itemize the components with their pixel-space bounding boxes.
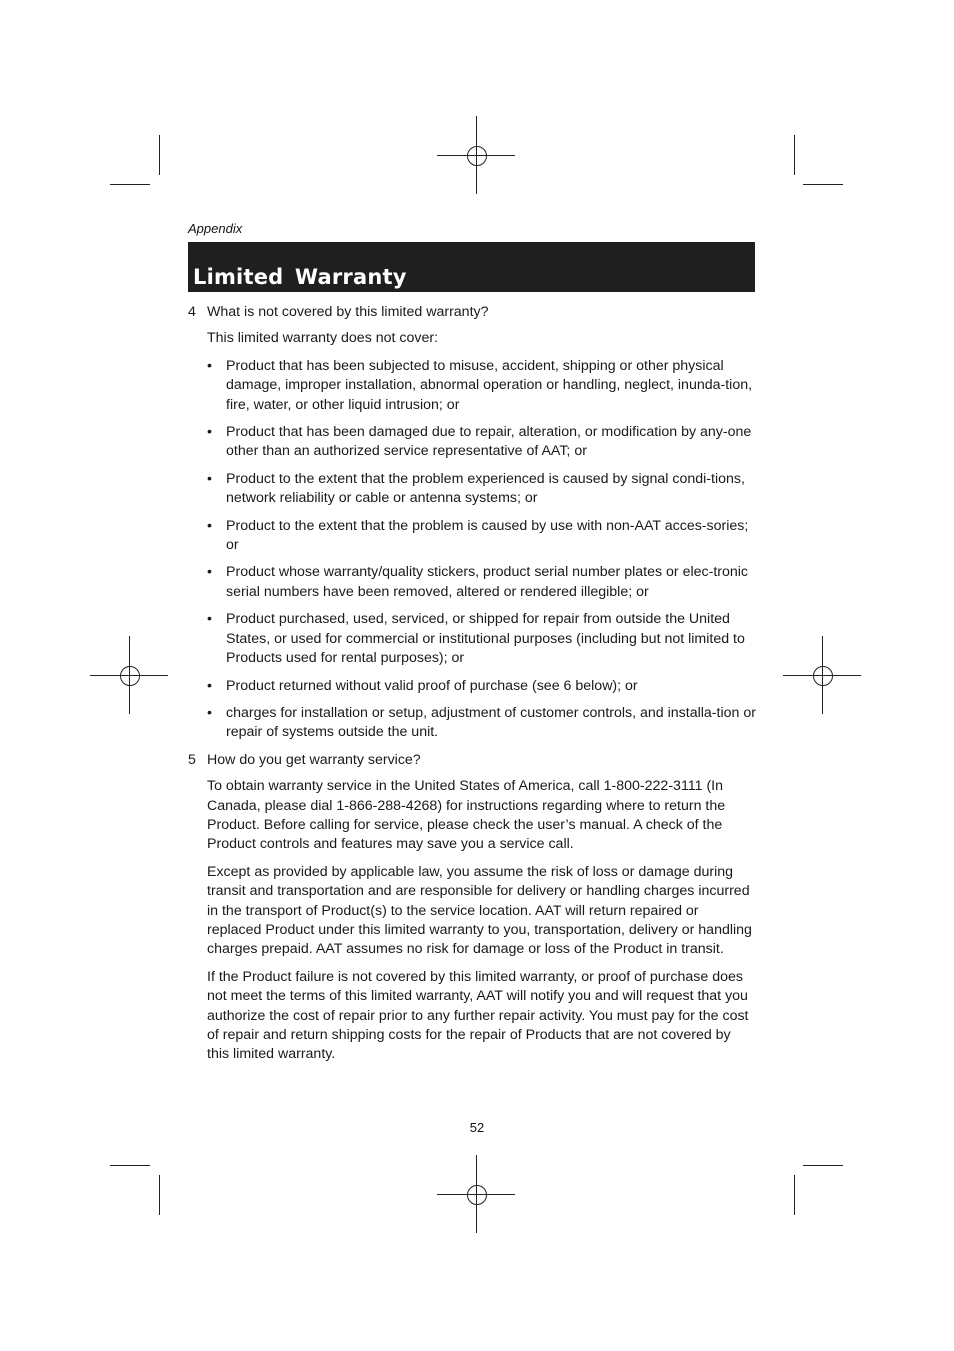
- registration-mark-icon: [90, 636, 170, 716]
- crop-mark: [159, 1175, 160, 1215]
- exclusions-list: [207, 357, 756, 743]
- bullet-icon: •: [207, 424, 212, 441]
- bullet-icon: •: [207, 470, 212, 487]
- registration-mark-icon: [783, 636, 863, 716]
- list-item: • Product to the extent that the problem experienced is caused by signal condi-tions, network reliability or cable or antenna systems; or: [207, 470, 745, 507]
- body-paragraph: If the Product failure is not covered by this limited warranty, or proof of purchase does not meet the terms of this limited warranty, AAT will notify you and will request that you authorize the cost of repair prior to any further repair activity. You must pay for the cost of repair and return shipping costs for the repair of Products that are not covered by this limited warranty.: [207, 968, 749, 1063]
- question-text: What is not covered by this limited warranty?: [207, 304, 489, 320]
- page-number: 52: [469, 1120, 485, 1135]
- crop-mark: [803, 1165, 843, 1166]
- question-5: [188, 751, 756, 770]
- crop-mark: [110, 1165, 150, 1166]
- document-body: [188, 303, 756, 1073]
- list-item: • Product purchased, used, serviced, or shipped for repair from outside the United States, or used for commercial or institutional purposes (including but not limited to Products used for rental purposes); or: [207, 611, 745, 667]
- list-item: • Product that has been subjected to misuse, accident, shipping or other physical damage, improper installation, abnormal operation or handling, neglect, inunda-tion, fire, water, or other liquid intrusion; or: [207, 357, 753, 413]
- question-number: 4: [188, 304, 196, 320]
- crop-mark: [159, 135, 160, 175]
- section-label: Appendix: [188, 221, 243, 236]
- intro-paragraph: This limited warranty does not cover:: [207, 330, 439, 347]
- bullet-icon: •: [207, 564, 212, 581]
- body-paragraph: Except as provided by applicable law, you assume the risk of loss or damage during transit and transportation and are responsible for delivery or handling charges incurred in the transport of Product(s) to the service location. AAT will return repaired or replaced Product under this limited warranty to you, transportation, delivery or handling charges prepaid. AAT assumes no risk for damage or loss of the Product in transit.: [207, 863, 752, 958]
- list-item: • Product returned without valid proof of purchase (see 6 below); or: [207, 677, 756, 696]
- bullet-icon: •: [207, 517, 212, 534]
- question-number: 5: [188, 751, 196, 768]
- list-item: • Product whose warranty/quality stickers, product serial number plates or elec-tronic serial numbers have been removed, altered or rendered illegible; or: [207, 564, 749, 600]
- bullet-icon: •: [207, 704, 212, 721]
- registration-mark-icon: [437, 116, 517, 196]
- crop-mark: [803, 184, 843, 185]
- title-bar: [188, 242, 755, 292]
- crop-mark: [794, 135, 795, 175]
- question-4: [188, 303, 756, 322]
- list-item: • Product that has been damaged due to repair, alteration, or modification by any-one other than an authorized service representative of AAT; or: [207, 424, 752, 460]
- page-title: Limited Warranty: [193, 265, 407, 289]
- crop-mark: [794, 1175, 795, 1215]
- bullet-icon: •: [207, 677, 212, 694]
- body-paragraph: To obtain warranty service in the United States of America, call 1-800-222-3111 (In Canada, please dial 1-866-288-4268) for instructions regarding where to return the Product. Before calling for service, please check the user’s manual. A check of the Product controls and features may save you a service call.: [207, 778, 726, 853]
- bullet-icon: •: [207, 357, 212, 374]
- list-item: • charges for installation or setup, adjustment of customer controls, and installa-tion or repair of systems outside the unit.: [207, 704, 756, 741]
- crop-mark: [110, 184, 150, 185]
- question-text: How do you get warranty service?: [207, 751, 421, 768]
- bullet-icon: •: [207, 611, 212, 628]
- list-item: • Product to the extent that the problem is caused by use with non-AAT acces-sories; or: [207, 517, 749, 554]
- registration-mark-icon: [437, 1155, 517, 1235]
